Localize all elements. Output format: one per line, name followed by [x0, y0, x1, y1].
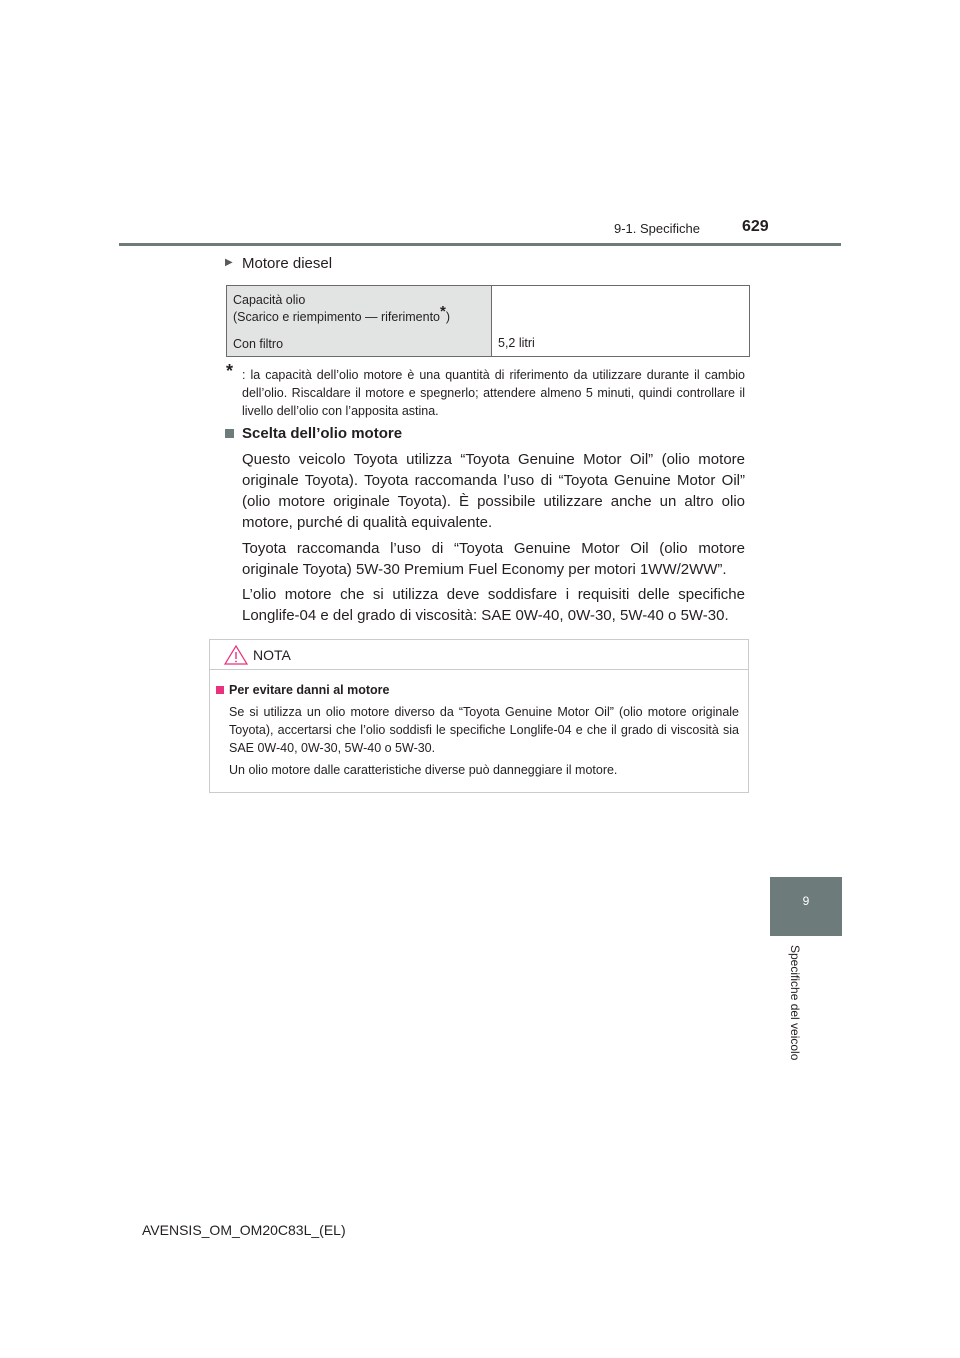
- nota-title: NOTA: [253, 647, 291, 663]
- nota-box: [209, 639, 749, 793]
- chapter-tab: 9: [770, 877, 842, 936]
- capacity-value-cell: [492, 286, 750, 357]
- triangle-bullet-icon: ▶: [225, 257, 233, 268]
- nota-paragraph: Un olio motore dalle caratteristiche diverse può danneggiare il motore.: [229, 763, 618, 777]
- nota-header: [210, 640, 748, 670]
- nota-subtitle: Per evitare danni al motore: [229, 683, 390, 697]
- nota-square-icon: [216, 686, 224, 694]
- diesel-heading: Motore diesel: [242, 255, 333, 272]
- oil-choice-paragraph: Questo veicolo Toyota utilizza “Toyota Genuine Motor Oil” (olio motore originale Toyota). Toyota raccomanda l’uso di “Toyota Genuine Motor Oil” (olio motore originale Toyota). È possibile utilizzare anche un altro olio motore, purché di qualità equivalente.: [242, 451, 745, 531]
- chapter-tab-label: Specifiche del veicolo: [788, 945, 802, 1061]
- page-number: 629: [742, 218, 769, 235]
- capacity-label-line1: Capacità olio: [233, 293, 306, 307]
- footnote-text: : la capacità dell’olio motore è una quantità di riferimento da utilizzare durante il cambio dell’olio. Riscaldare il motore e spegnerlo; attendere almeno 5 minuti, quindi controllare il livello dell’olio con l’apposita astina.: [242, 368, 745, 418]
- oil-capacity-table: [226, 285, 750, 357]
- nota-paragraph: Se si utilizza un olio motore diverso da “Toyota Genuine Motor Oil” (olio motore originale Toyota), accertarsi che l’olio soddisfi le specifiche Longlife-04 e che il grado di viscosità sia SAE 0W-40, 0W-30, 5W-40 o 5W-30.: [229, 705, 739, 755]
- oil-choice-paragraph: L’olio motore che si utilizza deve soddisfare i requisiti delle specifiche Longlife-04 e del grado di viscosità: SAE 0W-40, 0W-30, 5W-40 o 5W-30.: [242, 586, 745, 624]
- oil-choice-paragraph: Toyota raccomanda l’uso di “Toyota Genuine Motor Oil (olio motore originale Toyota) 5W-30 Premium Fuel Economy per motori 1WW/2WW”.: [242, 540, 745, 578]
- header-rule: [119, 243, 841, 246]
- capacity-label-cell: [227, 286, 492, 357]
- row-label-with-filter: Con filtro: [233, 337, 284, 351]
- header-section-title: 9-1. Specifiche: [614, 221, 700, 236]
- capacity-label-line2: (Scarico e riempimento — riferimento*): [233, 302, 451, 324]
- warning-triangle-icon: [224, 645, 248, 665]
- footnote-marker: *: [440, 302, 446, 320]
- section-square-icon: [225, 429, 234, 438]
- oil-choice-title: Scelta dell’olio motore: [242, 425, 403, 442]
- footnote-asterisk: *: [226, 361, 234, 381]
- footer-document-code: AVENSIS_OM_OM20C83L_(EL): [142, 1222, 346, 1238]
- capacity-value: 5,2 litri: [498, 336, 535, 350]
